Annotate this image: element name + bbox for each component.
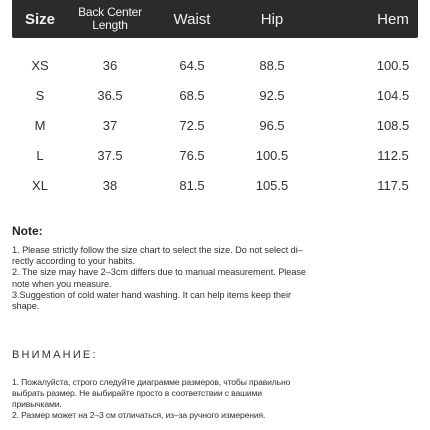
table-body bbox=[12, 50, 418, 200]
note-line: shape. bbox=[12, 301, 40, 312]
ru-note-line: выбрать размер. Не выбирайте просто в соответствии с вашими bbox=[12, 388, 262, 398]
cell-hip: 88.5 bbox=[259, 57, 285, 73]
header-back-center-length bbox=[68, 6, 152, 32]
cell-hip: 96.5 bbox=[259, 117, 285, 133]
header-waist: Waist bbox=[173, 10, 211, 28]
cell-waist: 72.5 bbox=[179, 117, 205, 133]
cell-waist: 64.5 bbox=[179, 57, 205, 73]
ru-note-line: привычками. bbox=[12, 399, 62, 409]
cell-waist: 81.5 bbox=[179, 177, 205, 193]
cell-hem: 100.5 bbox=[376, 57, 410, 73]
note-line: 3.Suggestion of cold water hand washing. It can help items keep their bbox=[12, 289, 291, 300]
ru-note-line: 1. Пожалуйста, строго следуйте диаграмме размеров, чтобы правильно bbox=[12, 377, 291, 387]
cell-hip: 100.5 bbox=[255, 147, 289, 163]
cell-back-center: 36 bbox=[102, 57, 118, 73]
note-line: rectly according to your habits. bbox=[12, 256, 136, 267]
cell-hem: 108.5 bbox=[376, 117, 410, 133]
note-title: Note: bbox=[12, 224, 43, 238]
cell-hip: 105.5 bbox=[255, 177, 289, 193]
cell-size: L bbox=[36, 147, 44, 163]
cell-hem: 112.5 bbox=[377, 147, 409, 163]
cell-waist: 68.5 bbox=[179, 87, 205, 103]
cell-size: M bbox=[34, 117, 46, 133]
note-line: 1. Please strictly follow the size chart to select the size. Do not select di– bbox=[12, 245, 303, 255]
table-row bbox=[12, 170, 418, 200]
table-row bbox=[12, 110, 418, 140]
ru-attention-title: ВНИМАНИЕ: bbox=[12, 349, 98, 361]
note-line: note when you measure. bbox=[12, 278, 112, 289]
table-row bbox=[12, 140, 418, 170]
cell-hem: 117.5 bbox=[377, 177, 409, 193]
header-back-center-line1: Back Center bbox=[78, 5, 142, 19]
cell-back-center: 38 bbox=[102, 177, 118, 193]
ru-note-line: 2. Размер может на 2–3 см отличаться, из–за ручного измерения. bbox=[12, 410, 266, 420]
cell-back-center: 36.5 bbox=[97, 87, 123, 103]
cell-back-center: 37 bbox=[102, 117, 118, 133]
cell-hem: 104.5 bbox=[376, 87, 410, 103]
cell-size: XS bbox=[31, 57, 49, 73]
table-row bbox=[12, 50, 418, 80]
ru-note-body bbox=[12, 377, 422, 421]
cell-hip: 92.5 bbox=[259, 87, 285, 103]
note-body bbox=[12, 245, 422, 312]
cell-size: S bbox=[35, 87, 45, 103]
size-chart-table bbox=[12, 0, 418, 38]
header-back-center-line2: Length bbox=[92, 18, 128, 32]
cell-size: XL bbox=[32, 177, 48, 193]
header-hem: Hem bbox=[377, 10, 409, 28]
cell-waist: 76.5 bbox=[179, 147, 205, 163]
header-size: Size bbox=[24, 10, 55, 28]
header-hip: Hip bbox=[260, 10, 284, 28]
table-row bbox=[12, 80, 418, 110]
cell-back-center: 37.5 bbox=[97, 147, 123, 163]
note-line: 2. The size may have 2–3cm differs due to manual measurement. Please bbox=[12, 267, 306, 278]
table-header-row bbox=[12, 0, 418, 38]
